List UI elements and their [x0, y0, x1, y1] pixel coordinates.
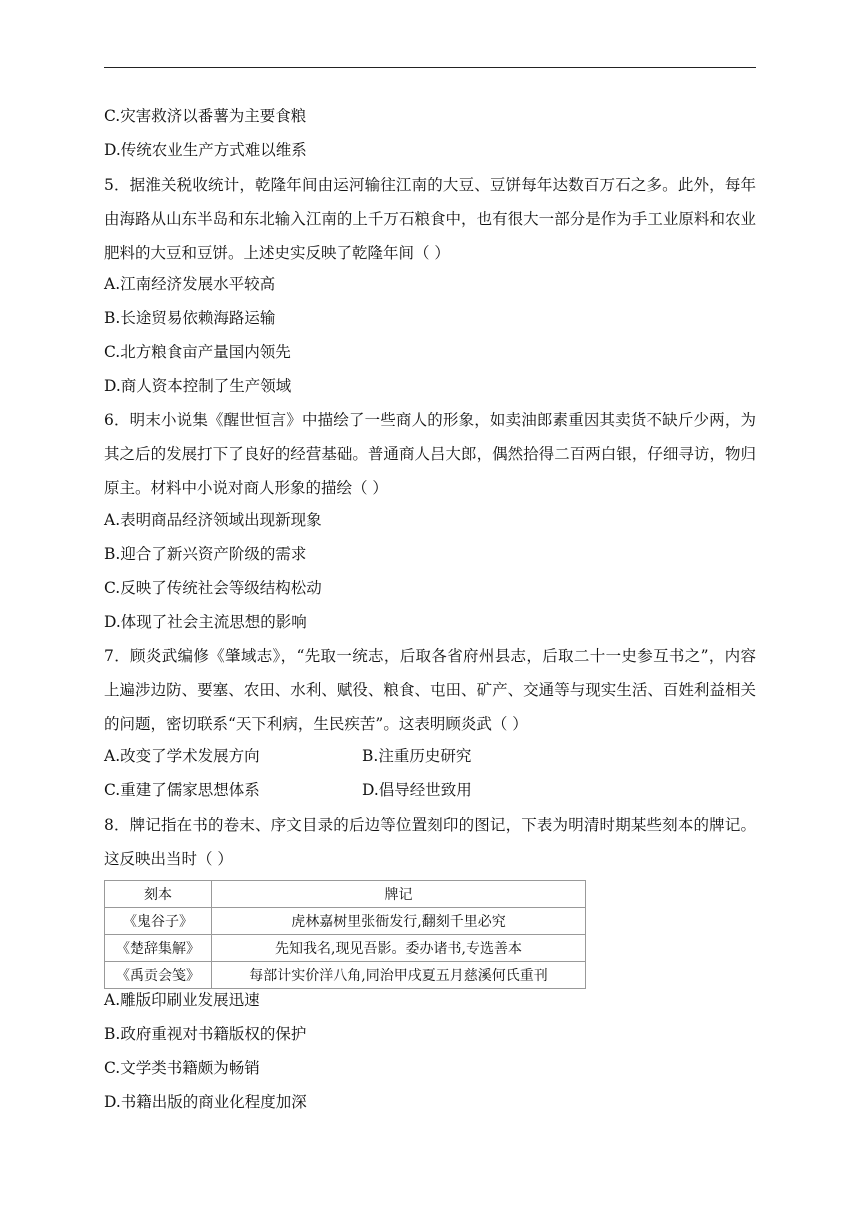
q8-option-a: A.雕版印刷业发展迅速	[104, 991, 260, 1009]
table-row	[105, 962, 586, 989]
q7-option-c: C.重建了儒家思想体系	[104, 781, 260, 799]
question-8-text: 8．牌记指在书的卷末、序文目录的后边等位置刻印的图记，下表为明清时期某些刻本的牌记。这反映出当时（ ）	[104, 816, 756, 868]
q6-option-c: C.反映了传统社会等级结构松动	[104, 579, 322, 597]
q5-option-a: A.江南经济发展水平较高	[104, 275, 276, 293]
q8-option-b: B.政府重视对书籍版权的保护	[104, 1025, 307, 1043]
question-5-text: 5．据淮关税收统计，乾隆年间由运河输往江南的大豆、豆饼每年达数百万石之多。此外，每年由海路从山东半岛和东北输入江南的上千万石粮食中，也有很大一部分是作为手工业原料和农业肥料的大豆和豆饼。上述史实反映了乾隆年间（ ）	[104, 176, 756, 262]
table-cell-edition: 《楚辞集解》	[105, 935, 212, 962]
option-d-prev: D.传统农业生产方式难以维系	[104, 141, 307, 159]
q7-option-b: B.注重历史研究	[362, 747, 472, 765]
q7-option-a: A.改变了学术发展方向	[104, 747, 260, 765]
colophon-table	[104, 880, 586, 989]
q6-option-b: B.迎合了新兴资产阶级的需求	[104, 545, 307, 563]
table-row	[105, 908, 586, 935]
q6-option-a: A.表明商品经济领域出现新现象	[104, 511, 322, 529]
question-7-text: 7．顾炎武编修《肇域志》，“先取一统志，后取各省府州县志，后取二十一史参互书之”，内容上遍涉边防、要塞、农田、水利、赋役、粮食、屯田、矿产、交通等与现实生活、百姓利益相关的问题，密切联系“天下利病，生民疾苦”。这表明顾炎武（ ）	[104, 647, 756, 733]
q5-option-c: C.北方粮食亩产量国内领先	[104, 343, 291, 361]
table-cell-edition: 《禹贡会笺》	[105, 962, 212, 989]
table-row	[105, 935, 586, 962]
table-header-colophon: 牌记	[212, 881, 586, 908]
table-cell-edition: 《鬼谷子》	[105, 908, 212, 935]
q5-option-d: D.商人资本控制了生产领域	[104, 377, 292, 395]
header-rule	[104, 67, 756, 68]
q8-option-d: D.书籍出版的商业化程度加深	[104, 1093, 307, 1111]
q5-option-b: B.长途贸易依赖海路运输	[104, 309, 276, 327]
table-cell-colophon: 虎林嘉树里张衙发行,翻刻千里必究	[212, 908, 586, 935]
question-6-text: 6．明末小说集《醒世恒言》中描绘了一些商人的形象，如卖油郎素重因其卖货不缺斤少两，为其之后的发展打下了良好的经营基础。普通商人吕大郎，偶然拾得二百两白银，仔细寻访，物归原主。材料中小说对商人形象的描绘（ ）	[104, 411, 756, 497]
option-c-prev: C.灾害救济以番薯为主要食粮	[104, 107, 307, 125]
q8-option-c: C.文学类书籍颇为畅销	[104, 1059, 260, 1077]
table-cell-colophon: 先知我名,现见吾影。委办诸书,专选善本	[212, 935, 586, 962]
table-header-edition: 刻本	[105, 881, 212, 908]
table-cell-colophon: 每部计实价洋八角,同治甲戌夏五月慈溪何氏重刊	[212, 962, 586, 989]
table-header-row	[105, 881, 586, 908]
q6-option-d: D.体现了社会主流思想的影响	[104, 613, 307, 631]
q7-option-d: D.倡导经世致用	[362, 781, 472, 799]
